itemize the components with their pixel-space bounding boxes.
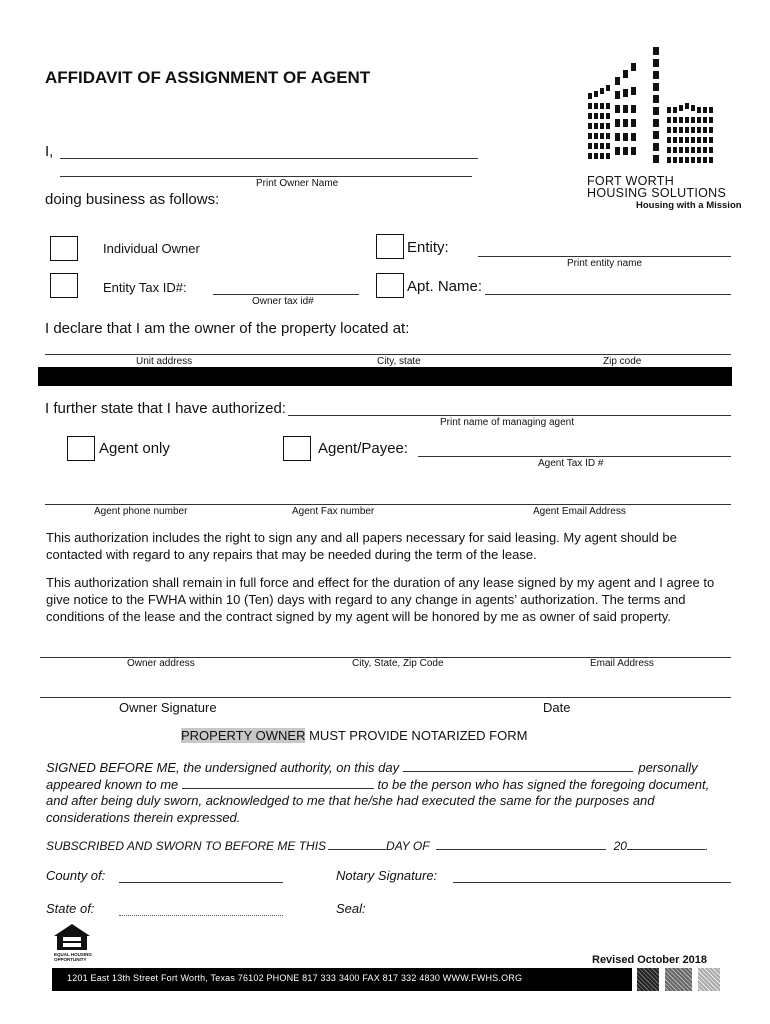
agent-email-caption: Agent Email Address bbox=[533, 506, 626, 517]
individual-owner-checkbox[interactable] bbox=[50, 236, 78, 261]
authorization-paragraph-2: This authorization shall remain in full force and effect for the duration of any lease signed by my agent and I agree to give notice to the FWHA within 10 (Ten) days with regard to any change in agents’ authorization. The terms and conditions of the lease and the contract signed by my agent will be honored by me as owner of said property. bbox=[46, 575, 715, 624]
notary-t2: personally bbox=[638, 760, 698, 775]
entity-tax-label: Entity Tax ID#: bbox=[103, 280, 187, 295]
sworn-year-blank[interactable] bbox=[627, 837, 705, 850]
apt-name-line[interactable] bbox=[485, 294, 731, 295]
logo-line1: FORT WORTH bbox=[587, 174, 675, 188]
declare-text: I declare that I am the owner of the property located at: bbox=[45, 320, 410, 337]
notary-line-3: and after being duly sworn, acknowledged to me that he/she had executed the same for the purposes and bbox=[46, 793, 655, 808]
county-line[interactable] bbox=[119, 882, 283, 883]
agent-contact-line[interactable] bbox=[45, 504, 731, 505]
owner-signature-label: Owner Signature bbox=[119, 700, 217, 715]
entity-name-caption: Print entity name bbox=[567, 258, 643, 269]
agent-payee-checkbox[interactable] bbox=[283, 436, 311, 461]
notary-line-2 bbox=[46, 776, 709, 792]
page-title: AFFIDAVIT OF ASSIGNMENT OF AGENT bbox=[45, 68, 371, 87]
notary-t3: appeared known to me bbox=[46, 777, 179, 792]
agent-tax-caption: Agent Tax ID # bbox=[538, 458, 604, 469]
equal-housing-icon bbox=[52, 922, 92, 952]
authorization-paragraph-1: This authorization includes the right to sign any and all papers necessary for said leasing. My agent should be contacted with regard to any repairs that may be needed during the term of the lease. bbox=[46, 530, 677, 562]
entity-checkbox[interactable] bbox=[376, 234, 404, 259]
agent-payee-label: Agent/Payee: bbox=[318, 440, 409, 457]
eho-line1: EQUAL HOUSING bbox=[54, 952, 92, 957]
logo-tagline: Housing with a Mission bbox=[636, 200, 742, 211]
black-divider-bar bbox=[38, 367, 732, 386]
state-label: State of: bbox=[46, 901, 95, 916]
date-label: Date bbox=[543, 700, 571, 715]
owner-email-caption: Email Address bbox=[590, 658, 654, 669]
doing-business-label: doing business as follows: bbox=[45, 191, 220, 208]
city-state-caption: City, state bbox=[377, 356, 421, 367]
owner-signature-line[interactable] bbox=[40, 697, 731, 698]
owner-prefix: I, bbox=[45, 143, 54, 160]
notarized-notice bbox=[181, 728, 527, 743]
sworn-c: 20 bbox=[613, 839, 627, 853]
managing-agent-caption: Print name of managing agent bbox=[440, 417, 574, 428]
unit-address-caption: Unit address bbox=[136, 356, 193, 367]
revised-date: Revised October 2018 bbox=[592, 954, 707, 966]
property-address-line[interactable] bbox=[45, 354, 731, 355]
notice-highlight: PROPERTY OWNER bbox=[181, 728, 306, 743]
notary-line-4: considerations therein expressed. bbox=[46, 810, 241, 825]
building-logo-icon bbox=[585, 45, 720, 170]
owner-name-line[interactable] bbox=[60, 158, 478, 159]
eho-line2: OPPORTUNITY bbox=[54, 957, 87, 962]
agent-only-checkbox[interactable] bbox=[67, 436, 95, 461]
sworn-b: DAY OF bbox=[386, 839, 430, 853]
notary-day-blank[interactable] bbox=[403, 759, 633, 772]
agent-fax-caption: Agent Fax number bbox=[292, 506, 375, 517]
owner-name-caption: Print Owner Name bbox=[256, 178, 339, 189]
agent-tax-line[interactable] bbox=[418, 456, 731, 457]
notary-t4: to be the person who has signed the foregoing document, bbox=[377, 777, 710, 792]
notary-known-blank[interactable] bbox=[182, 776, 374, 789]
sworn-month-blank[interactable] bbox=[436, 837, 606, 850]
footer-block-dark bbox=[637, 968, 659, 991]
footer-block-mid bbox=[665, 968, 692, 991]
footer-address: 1201 East 13th Street Fort Worth, Texas 76102 PHONE 817 333 3400 FAX 817 332 4830 WWW.FWHS.ORG bbox=[67, 973, 523, 983]
owner-name-line-2[interactable] bbox=[60, 176, 472, 177]
notary-signature-label: Notary Signature: bbox=[336, 868, 438, 883]
sworn-d: . bbox=[704, 839, 709, 853]
entity-tax-line[interactable] bbox=[213, 294, 359, 295]
notice-rest: MUST PROVIDE NOTARIZED FORM bbox=[305, 728, 528, 743]
entity-label: Entity: bbox=[407, 239, 449, 256]
individual-owner-label: Individual Owner bbox=[103, 241, 200, 256]
state-line[interactable] bbox=[119, 915, 283, 916]
logo-line2: HOUSING SOLUTIONS bbox=[587, 186, 727, 200]
notary-line-1 bbox=[46, 759, 698, 775]
entity-tax-checkbox[interactable] bbox=[50, 273, 78, 298]
apt-name-checkbox[interactable] bbox=[376, 273, 404, 298]
county-label: County of: bbox=[46, 868, 106, 883]
sworn-a: SUBSCRIBED AND SWORN TO BEFORE ME THIS bbox=[46, 839, 327, 853]
footer-block-light bbox=[698, 968, 720, 991]
notary-t1: SIGNED BEFORE ME, the undersigned authority, on this day bbox=[46, 760, 400, 775]
zip-caption: Zip code bbox=[603, 356, 642, 367]
owner-tax-caption: Owner tax id# bbox=[252, 296, 314, 307]
sworn-day-blank[interactable] bbox=[328, 837, 386, 850]
owner-address-caption: Owner address bbox=[127, 658, 195, 669]
sworn-line bbox=[46, 837, 708, 853]
apt-name-label: Apt. Name: bbox=[407, 278, 483, 295]
owner-city-caption: City, State, Zip Code bbox=[352, 658, 444, 669]
entity-name-line[interactable] bbox=[478, 256, 731, 257]
seal-label: Seal: bbox=[336, 901, 366, 916]
managing-agent-line[interactable] bbox=[288, 415, 731, 416]
agent-phone-caption: Agent phone number bbox=[94, 506, 188, 517]
agent-only-label: Agent only bbox=[99, 440, 170, 457]
notary-signature-line[interactable] bbox=[453, 882, 731, 883]
authorized-text: I further state that I have authorized: bbox=[45, 400, 286, 417]
